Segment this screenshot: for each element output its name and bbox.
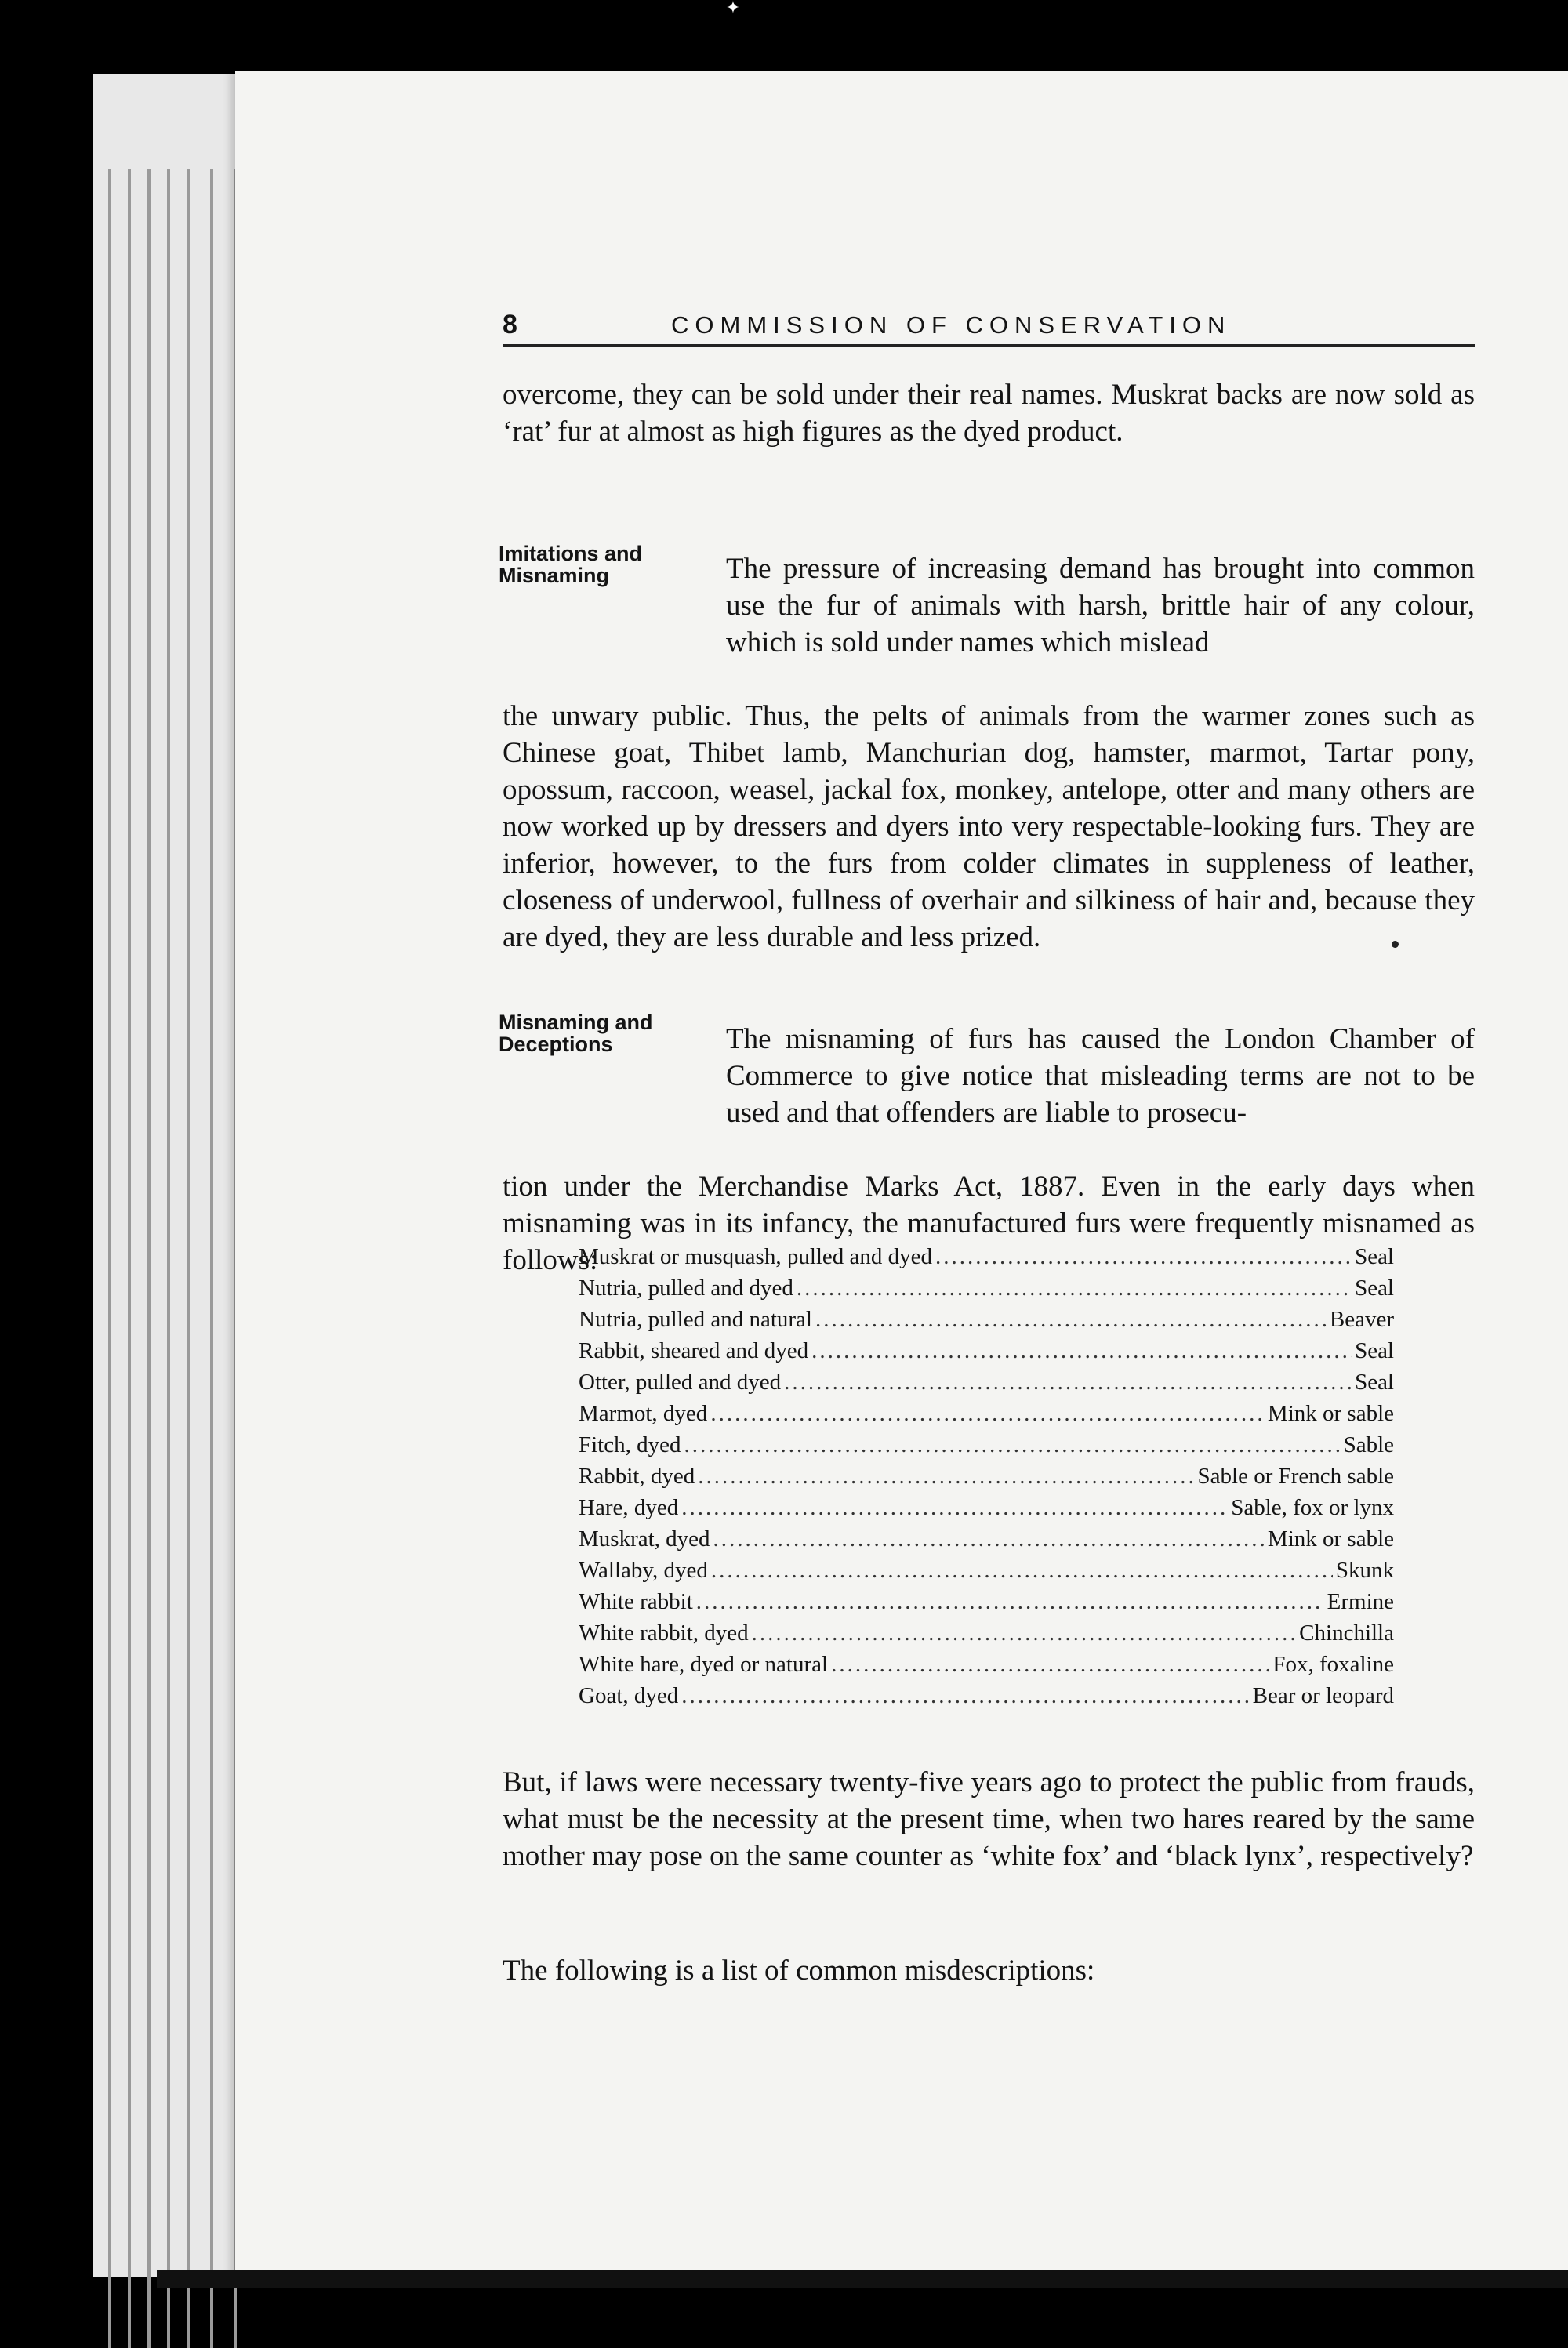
list-item <box>579 1401 1394 1432</box>
list-item <box>579 1244 1394 1276</box>
list-item <box>579 1276 1394 1307</box>
fur-sold-as: Sable, fox or lynx <box>1231 1495 1394 1520</box>
fur-name: Rabbit, dyed <box>579 1464 695 1489</box>
fur-name: Nutria, pulled and natural <box>579 1307 812 1332</box>
fur-sold-as: Seal <box>1355 1370 1394 1395</box>
fur-sold-as: Beaver <box>1329 1307 1394 1332</box>
list-item <box>579 1370 1394 1401</box>
fur-name: Fitch, dyed <box>579 1432 681 1457</box>
page-edge <box>187 169 190 2348</box>
leader-dots <box>815 1307 1327 1333</box>
paragraph-imitations-body: the unwary public. Thus, the pelts of animals from the warmer zones such as Chinese goat, Thibet lamb, Manchurian dog, hamster, marmot, Tartar pony, opossum, raccoon, weasel, jackal fox, monkey, antelope, otter and many others are now worked up by dressers and dyers into very respectable-looking furs. They are inferior, however, to the furs from colder climates in suppleness of leather, closeness of underwool, fullness of overhair and silkiness of hair and, because they are dyed, they are less durable and less prized. <box>503 700 1475 953</box>
fur-name: White hare, dyed or natural <box>579 1652 829 1677</box>
fur-sold-as: Mink or sable <box>1267 1526 1394 1551</box>
fur-sold-as: Mink or sable <box>1267 1401 1394 1426</box>
list-item <box>579 1558 1394 1589</box>
sidenote-deceptions: Misnaming and Deceptions <box>499 1011 653 1056</box>
fur-sold-as: Chinchilla <box>1299 1620 1394 1646</box>
paragraph-deceptions <box>503 984 1475 1279</box>
page-header <box>503 310 1475 347</box>
sidenote-imitations: Imitations and Misnaming <box>499 542 643 587</box>
list-item <box>579 1432 1394 1464</box>
paragraph-deceptions-opening: The misnaming of furs has caused the London Chamber of Commerce to give notice that misleading terms are not to be used and that offenders are liable to prosecu- <box>726 1023 1475 1129</box>
fur-name: Wallaby, dyed <box>579 1558 708 1583</box>
misnamed-furs-list <box>579 1244 1394 1715</box>
fur-name: Rabbit, sheared and dyed <box>579 1338 809 1363</box>
fur-name: Muskrat, dyed <box>579 1526 710 1551</box>
page-edge <box>108 169 111 2348</box>
page-edge <box>147 169 151 2348</box>
leader-dots <box>684 1432 1341 1458</box>
stray-mark <box>1392 941 1399 948</box>
fur-sold-as: Fox, foxaline <box>1272 1652 1394 1677</box>
paragraph-laws: But, if laws were necessary twenty-five years ago to protect the public from frauds, what must be the necessity at the present time, when two hares reared by the same mother may pose on the same counter as ‘white fox’ and ‘black lynx’, respectively? <box>503 1766 1475 1872</box>
fur-name: White rabbit <box>579 1589 693 1614</box>
leader-dots <box>698 1464 1194 1490</box>
fur-sold-as: Seal <box>1355 1276 1394 1301</box>
fur-name: Muskrat or musquash, pulled and dyed <box>579 1244 933 1269</box>
fur-sold-as: Ermine <box>1327 1589 1394 1614</box>
fur-sold-as: Sable or French sable <box>1197 1464 1394 1489</box>
list-item <box>579 1652 1394 1683</box>
scan-border <box>157 2270 1568 2288</box>
page-edge <box>128 169 131 2348</box>
fur-sold-as: Seal <box>1355 1338 1394 1363</box>
page-edge <box>167 169 170 2348</box>
list-item <box>579 1307 1394 1338</box>
running-head: COMMISSION OF CONSERVATION <box>671 311 1232 339</box>
fur-name: Marmot, dyed <box>579 1401 708 1426</box>
leader-dots <box>710 1401 1265 1427</box>
paragraph-deceptions-body: tion under the Merchandise Marks Act, 1887. Even in the early days when misnaming was in its infancy, the manufactured furs were frequently misnamed as follows: <box>503 1170 1475 1276</box>
leader-dots <box>831 1652 1269 1678</box>
leader-dots <box>713 1526 1265 1552</box>
fur-name: Nutria, pulled and dyed <box>579 1276 793 1301</box>
fur-name: Goat, dyed <box>579 1683 679 1708</box>
list-item <box>579 1495 1394 1526</box>
page-edge <box>210 169 213 2348</box>
fur-sold-as: Bear or leopard <box>1252 1683 1394 1708</box>
list-item <box>579 1526 1394 1558</box>
list-item <box>579 1589 1394 1620</box>
leader-dots <box>797 1276 1352 1301</box>
paragraph-intro: overcome, they can be sold under their real names. Muskrat backs are now sold as ‘rat’ fur at almost as high figures as the dyed product. <box>503 379 1475 448</box>
list-item <box>579 1338 1394 1370</box>
page-number: 8 <box>503 310 517 339</box>
leader-dots <box>935 1244 1352 1270</box>
leader-dots <box>711 1558 1333 1584</box>
fur-name: Otter, pulled and dyed <box>579 1370 782 1395</box>
paragraph-list-intro: The following is a list of common misdescriptions: <box>503 1954 1095 1987</box>
paragraph-imitations <box>503 514 1475 956</box>
leader-dots <box>784 1370 1352 1395</box>
list-item <box>579 1683 1394 1715</box>
leader-dots <box>752 1620 1297 1646</box>
leader-dots <box>681 1683 1249 1709</box>
fur-name: White rabbit, dyed <box>579 1620 749 1646</box>
list-item <box>579 1620 1394 1652</box>
list-item <box>579 1464 1394 1495</box>
fur-sold-as: Skunk <box>1335 1558 1394 1583</box>
leader-dots <box>681 1495 1228 1521</box>
paragraph-imitations-opening: The pressure of increasing demand has brought into common use the fur of animals with harsh, brittle hair of any colour, which is sold under names which mislead <box>726 553 1475 659</box>
fur-sold-as: Seal <box>1355 1244 1394 1269</box>
leader-dots <box>811 1338 1352 1364</box>
fur-name: Hare, dyed <box>579 1495 679 1520</box>
fur-sold-as: Sable <box>1343 1432 1394 1457</box>
scan-mark-icon: ✦ <box>725 0 741 17</box>
leader-dots <box>696 1589 1324 1615</box>
